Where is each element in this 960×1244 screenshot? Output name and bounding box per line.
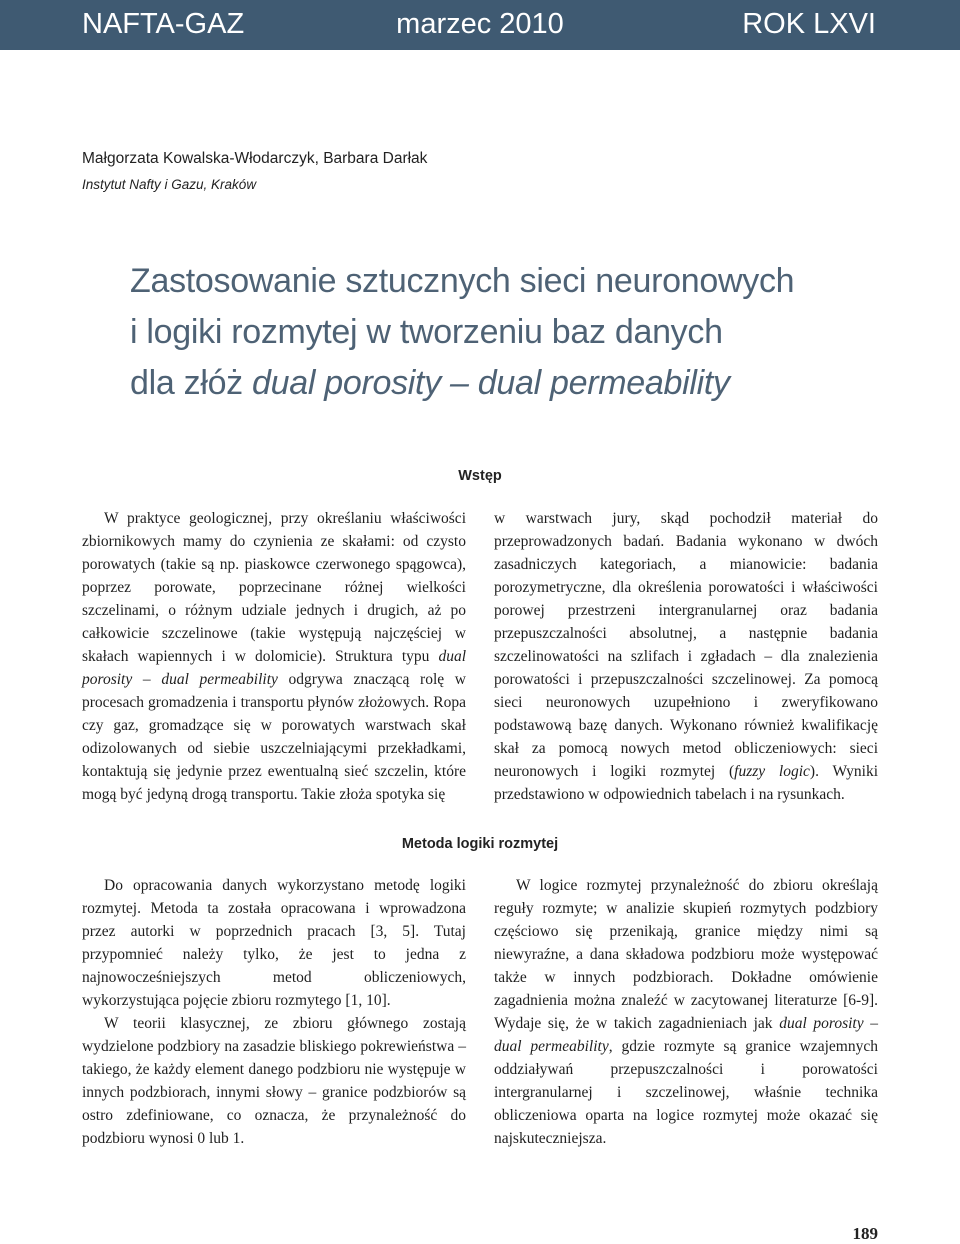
method-paragraph-2: W teorii klasycznej, ze zbioru głównego zostają wydzielone podzbiory na zasadzie bliskiego pokrewieństwa – takiego, że każdy element danego podzbioru nie występuje w innych podzbiorach, innymi słowy – granice podzbiorów są ostro zdefiniowane, co oznacza, że przynależność do podzbioru wynosi 0 lub 1. xyxy=(82,1015,466,1147)
journal-header-bar xyxy=(0,0,960,50)
journal-name: NAFTA-GAZ xyxy=(82,8,245,40)
intro-p1-italic: dual porosity – dual permeability xyxy=(82,648,466,688)
affiliation: Instytut Nafty i Gazu, Kraków xyxy=(82,177,257,192)
method-paragraph-1: Do opracowania danych wykorzystano metodę logiki rozmytej. Metoda ta została opracowana i wprowadzona przez autorki w poprzednich pracach [3, 5]. Tutaj przypomnieć należy tylko, że jest to jedna z najnowocześniejszych metod obliczeniowych, wykorzystująca pojęcie zbioru rozmytego [1, 10]. xyxy=(82,877,466,1009)
issue-date: marzec 2010 xyxy=(396,8,564,40)
method-right-column xyxy=(494,874,878,1150)
article-title xyxy=(130,256,910,409)
intro-p1-text-a: W praktyce geologicznej, przy określaniu właściwości zbiornikowych mamy do czynienia ze skałami: od czysto porowatych (takie są np. piaskowce czerwonego spągowca), poprzez porowate, poprzecinane różnej wielkości szczelinami, o różnym udziale jednych i drugich, aż po całkowicie szczelinowe (takie występują najczęściej w skałach wapiennych i w dolomicie). Struktura typu xyxy=(82,510,466,665)
section-heading-fuzzy-logic: Metoda logiki rozmytej xyxy=(401,836,559,852)
intro-p2-text-b: ). Wyniki przedstawiono w odpowiednich tabelach i na rysunkach. xyxy=(494,763,879,803)
method-left-column xyxy=(82,874,466,1150)
method-p3-text-b: , gdzie rozmyte są granice wzajemnych oddziaływań przepuszczalności i porowatości intergranularnej i szczelinowej, właśnie technika obliczeniowa oparta na logice rozmytej może okazać się najskuteczniejsza. xyxy=(494,1038,878,1147)
intro-paragraph-1 xyxy=(82,507,466,806)
intro-right-column xyxy=(494,507,878,806)
page-number: 189 xyxy=(852,1224,878,1243)
title-line-3-prefix: dla złóż xyxy=(130,364,253,402)
intro-p2-text-a: w warstwach jury, skąd pochodził materiał do przeprowadzonych badań. Badania wykonano w dwóch zasadniczych kategoriach, a mianowicie: badania porozymetryczne, dla określenia porowatości i właściwości porowej przestrzeni intergranularnej oraz badania przepuszczalności absolutnej, a następnie badania szczelinowatości na szlifach i zgładach – dla znalezienia porowatości i przepuszczalności szczelinowej. Za pomocą sieci neuronowych uzupełniono i zweryfikowano podstawową bazę danych. Wykonano również kwalifikację skał za pomocą nowych metod obliczeniowych: sieci neuronowych i logiki rozmytej ( xyxy=(494,510,878,780)
authors: Małgorzata Kowalska-Włodarczyk, Barbara Darłak xyxy=(82,150,428,167)
section-heading-intro: Wstęp xyxy=(458,468,502,484)
intro-left-column xyxy=(82,507,466,806)
intro-p2-italic: fuzzy logic xyxy=(734,763,810,780)
method-paragraph-3 xyxy=(494,874,878,1150)
intro-paragraph-2 xyxy=(494,507,878,806)
title-line-3-italic: dual porosity – dual permeability xyxy=(252,364,730,402)
title-line-1: Zastosowanie sztucznych sieci neuronowych xyxy=(130,262,795,300)
method-p3-italic: dual porosity – dual permeability xyxy=(494,1015,878,1055)
method-p3-text-a: W logice rozmytej przynależność do zbioru określają reguły rozmyte; w analizie skupień rozmytych podzbiory częściowo się przenikają, granice między nimi są niewyraźne, a dana składowa podzbioru może występować także w innych podzbiorach. Dokładne omówienie zagadnienia można znaleźć w zacytowanej literaturze [6-9]. Wydaje się, że w takich zagadnieniach jak xyxy=(494,877,878,1032)
title-line-2: i logiki rozmytej w tworzeniu baz danych xyxy=(130,313,723,351)
title-line-3 xyxy=(130,358,910,409)
intro-p1-text-b: odgrywa znaczącą rolę w procesach gromadzenia i transportu płynów złożowych. Ropa czy gaz, gromadzące się w porowatych warstwach skał odizolowanych od siebie uszczelniającymi przekładkami, kontaktują się jedynie przez ewentualną sieć szczelin, które mogą być jedyną drogą transportu. Takie złoża spotyka się xyxy=(82,671,466,803)
journal-volume: ROK LXVI xyxy=(742,8,876,40)
